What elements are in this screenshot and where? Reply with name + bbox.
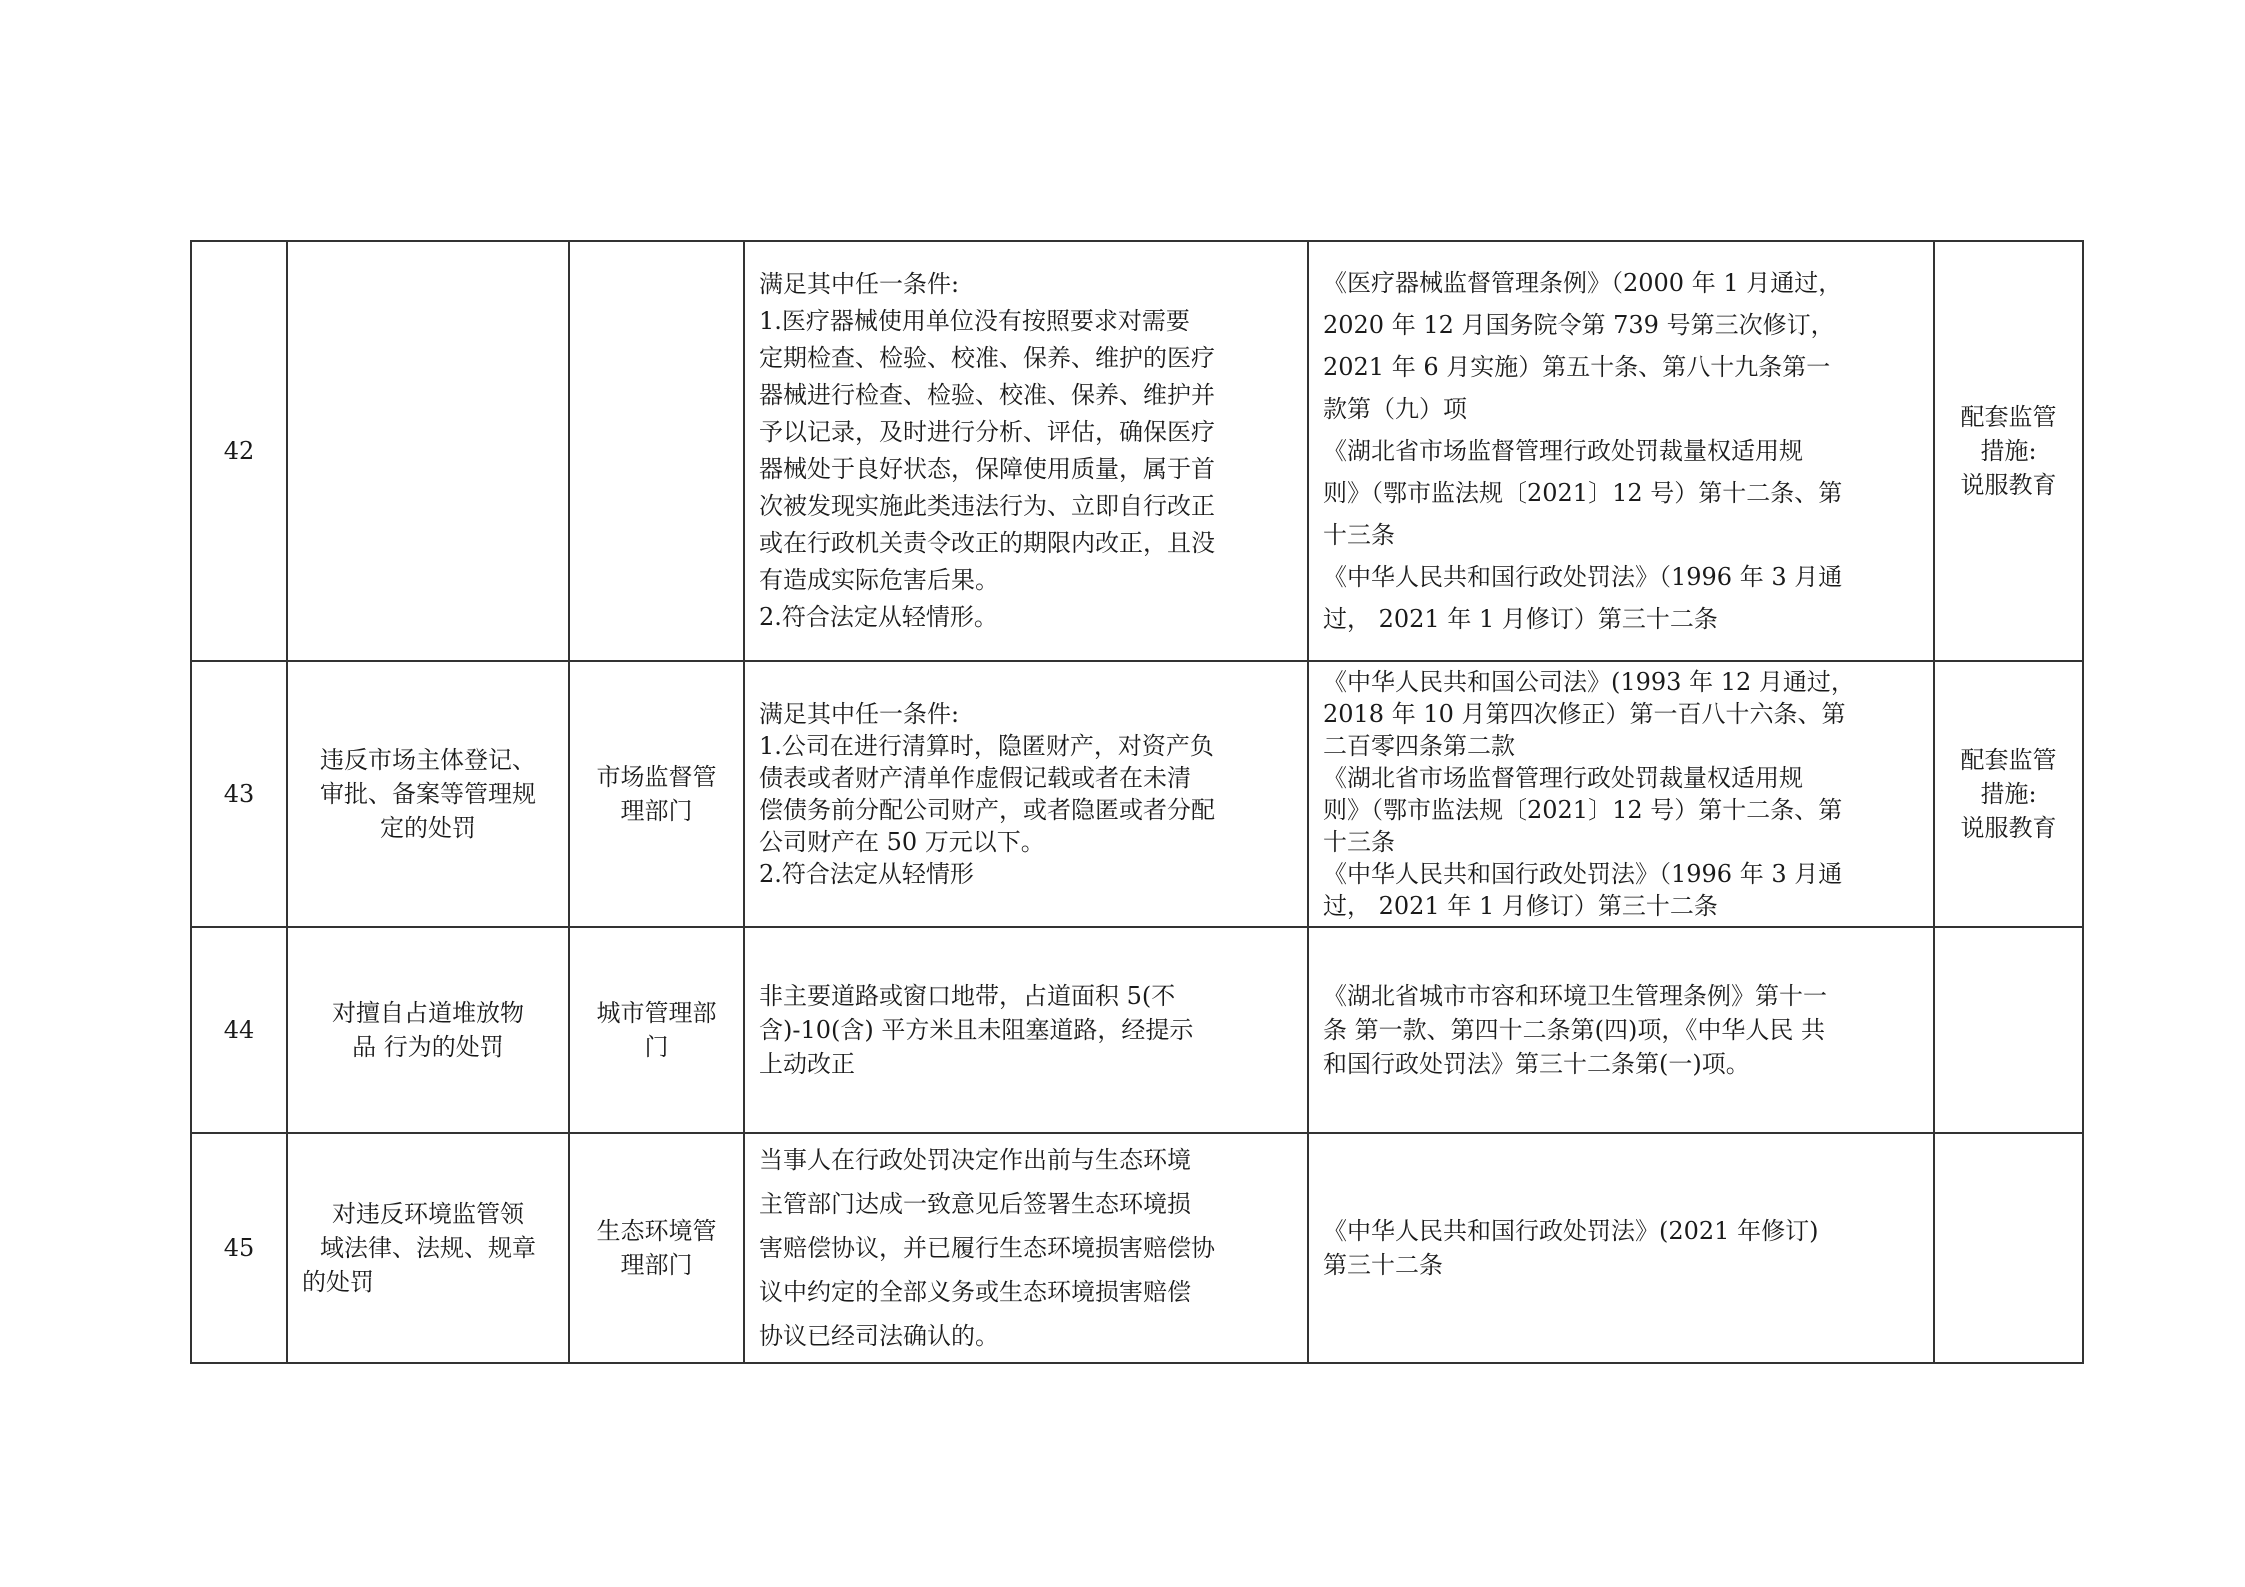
measure-cell — [1934, 1133, 2083, 1363]
conditions-cell — [744, 1133, 1308, 1363]
basis-line: 第三十二条 — [1323, 1251, 1443, 1279]
row-number-cell — [191, 927, 287, 1133]
measure-line: 措施: — [1980, 437, 2037, 465]
basis-line: 2021 年 6 月实施）第五十条、第八十九条第一 — [1323, 353, 1831, 381]
condition-line: 含)-10(含) 平方米且未阻塞道路，经提示 — [759, 1016, 1194, 1044]
condition-line: 满足其中任一条件: — [759, 270, 960, 298]
legal-basis-cell — [1308, 661, 1934, 927]
department-line: 生态环境管 — [596, 1217, 717, 1245]
item-cell — [287, 661, 569, 927]
row-number: 45 — [223, 1234, 255, 1262]
item-cell — [287, 927, 569, 1133]
legal-basis-cell — [1308, 241, 1934, 661]
legal-basis-cell — [1308, 1133, 1934, 1363]
condition-line: 害赔偿协议，并已履行生态环境损害赔偿协 — [759, 1234, 1215, 1262]
measure-line: 配套监管 — [1960, 403, 2057, 431]
basis-line: 《中华人民共和国行政处罚法》（1996 年 3 月通 — [1323, 860, 1843, 888]
item-line: 对擅自占道堆放物 — [332, 999, 524, 1027]
department-line: 城市管理部 — [596, 999, 717, 1027]
basis-line: 和国行政处罚法》第三十二条第(一)项。 — [1323, 1050, 1750, 1078]
department-line: 门 — [644, 1033, 669, 1061]
condition-line: 次被发现实施此类违法行为、立即自行改正 — [759, 492, 1215, 520]
row-number-cell — [191, 661, 287, 927]
basis-line: 二百零四条第二款 — [1323, 732, 1515, 760]
item-line: 对违反环境监管领 — [332, 1200, 524, 1228]
basis-line: 《中华人民共和国公司法》(1993 年 12 月通过， — [1323, 668, 1855, 696]
row-number: 42 — [223, 437, 255, 465]
condition-line: 当事人在行政处罚决定作出前与生态环境 — [759, 1146, 1191, 1174]
basis-line: 过， 2021 年 1 月修订）第三十二条 — [1323, 892, 1718, 920]
department-line: 理部门 — [620, 797, 693, 825]
basis-line: 十三条 — [1323, 521, 1395, 549]
condition-line: 债表或者财产清单作虚假记载或者在未清 — [759, 764, 1191, 792]
row-number: 44 — [223, 1016, 255, 1044]
condition-line: 2.符合法定从轻情形。 — [759, 603, 998, 631]
condition-line: 或在行政机关责令改正的期限内改正，且没 — [759, 529, 1215, 557]
condition-line: 协议已经司法确认的。 — [759, 1322, 999, 1350]
condition-line: 上动改正 — [759, 1050, 855, 1078]
basis-line: 《中华人民共和国行政处罚法》（1996 年 3 月通 — [1323, 563, 1843, 591]
measure-line: 说服教育 — [1960, 471, 2057, 499]
basis-line: 则》（鄂市监法规〔2021〕12 号）第十二条、第 — [1323, 796, 1843, 824]
conditions-cell — [744, 927, 1308, 1133]
basis-line: 条 第一款、第四十二条第(四)项，《中华人民 共 — [1323, 1016, 1825, 1044]
basis-line: 《湖北省市场监督管理行政处罚裁量权适用规 — [1323, 764, 1803, 792]
table-row — [191, 1133, 2083, 1363]
basis-line: 十三条 — [1323, 828, 1395, 856]
basis-line: 《湖北省市场监督管理行政处罚裁量权适用规 — [1323, 437, 1803, 465]
department-cell — [569, 1133, 744, 1363]
condition-line: 定期检查、检验、校准、保养、维护的医疗 — [759, 344, 1215, 372]
measure-cell — [1934, 241, 2083, 661]
condition-line: 2.符合法定从轻情形 — [759, 860, 974, 888]
item-cell — [287, 241, 569, 661]
measure-cell — [1934, 661, 2083, 927]
condition-line: 满足其中任一条件: — [759, 700, 960, 728]
basis-line: 《医疗器械监督管理条例》（2000 年 1 月通过， — [1323, 269, 1843, 297]
condition-line: 偿债务前分配公司财产，或者隐匿或者分配 — [759, 796, 1215, 824]
basis-line: 2018 年 10 月第四次修正）第一百八十六条、第 — [1323, 700, 1846, 728]
table-row — [191, 927, 2083, 1133]
table-row — [191, 661, 2083, 927]
row-number-cell — [191, 1133, 287, 1363]
item-line: 域法律、法规、规章 — [320, 1234, 536, 1262]
legal-basis-cell — [1308, 927, 1934, 1133]
item-line: 的处罚 — [302, 1268, 374, 1296]
condition-line: 1.医疗器械使用单位没有按照要求对需要 — [759, 307, 1190, 335]
conditions-cell — [744, 661, 1308, 927]
measure-cell — [1934, 927, 2083, 1133]
condition-line: 公司财产在 50 万元以下。 — [759, 828, 1045, 856]
row-number-cell — [191, 241, 287, 661]
condition-line: 1.公司在进行清算时，隐匿财产，对资产负 — [759, 732, 1214, 760]
basis-line: 2020 年 12 月国务院令第 739 号第三次修订， — [1323, 311, 1835, 339]
condition-line: 器械进行检查、检验、校准、保养、维护并 — [759, 381, 1215, 409]
condition-line: 予以记录，及时进行分析、评估，确保医疗 — [759, 418, 1215, 446]
item-cell — [287, 1133, 569, 1363]
measure-line: 配套监管 — [1960, 746, 2057, 774]
department-cell — [569, 241, 744, 661]
department-cell — [569, 927, 744, 1133]
basis-line: 《中华人民共和国行政处罚法》(2021 年修订) — [1323, 1217, 1819, 1245]
department-line: 市场监督管 — [596, 763, 717, 791]
basis-line: 过， 2021 年 1 月修订）第三十二条 — [1323, 605, 1718, 633]
department-cell — [569, 661, 744, 927]
condition-line: 非主要道路或窗口地带，占道面积 5(不 — [759, 982, 1176, 1010]
penalty-table — [190, 240, 2084, 1364]
basis-line: 《湖北省城市市容和环境卫生管理条例》第十一 — [1323, 982, 1827, 1010]
condition-line: 主管部门达成一致意见后签署生态环境损 — [759, 1190, 1191, 1218]
condition-line: 有造成实际危害后果。 — [759, 566, 999, 594]
row-number: 43 — [223, 780, 255, 808]
measure-line: 措施: — [1980, 780, 2037, 808]
table-row — [191, 241, 2083, 661]
department-line: 理部门 — [620, 1251, 693, 1279]
basis-line: 款第（九）项 — [1323, 395, 1467, 423]
item-line: 品 行为的处罚 — [352, 1033, 504, 1061]
item-line: 定的处罚 — [380, 814, 476, 842]
condition-line: 议中约定的全部义务或生态环境损害赔偿 — [759, 1278, 1191, 1306]
condition-line: 器械处于良好状态，保障使用质量，属于首 — [759, 455, 1215, 483]
conditions-cell — [744, 241, 1308, 661]
measure-line: 说服教育 — [1960, 814, 2057, 842]
basis-line: 则》（鄂市监法规〔2021〕12 号）第十二条、第 — [1323, 479, 1843, 507]
item-line: 违反市场主体登记、 — [320, 746, 536, 774]
item-line: 审批、备案等管理规 — [320, 780, 536, 808]
